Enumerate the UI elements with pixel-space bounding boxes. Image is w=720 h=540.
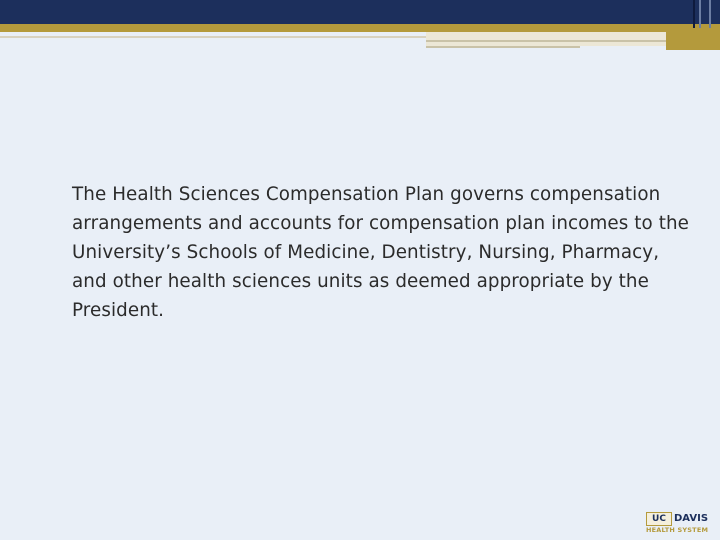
header-gold-block — [666, 32, 720, 50]
header-accent-rule-short — [426, 46, 580, 48]
header-divider — [699, 0, 701, 28]
header-accent-rule — [426, 40, 666, 42]
header-gold-bar — [0, 24, 720, 32]
logo-uc-mark: UC — [646, 512, 672, 526]
header-divider — [693, 0, 695, 28]
header-divider — [709, 0, 711, 28]
header-navy-bar — [0, 0, 720, 24]
logo-subtitle: HEALTH SYSTEM — [646, 526, 709, 534]
logo-wordmark — [646, 512, 710, 526]
logo-davis-text: DAVIS — [674, 513, 709, 524]
slide-body-text: The Health Sciences Compensation Plan governs compensation arrangements and accounts for compensation plan incomes to the University’s Schools of Medicine, Dentistry, Nursing, Pharmacy, and other health sciences units as deemed appropriate by the President. — [72, 184, 689, 321]
uc-davis-health-system-logo — [646, 512, 710, 536]
